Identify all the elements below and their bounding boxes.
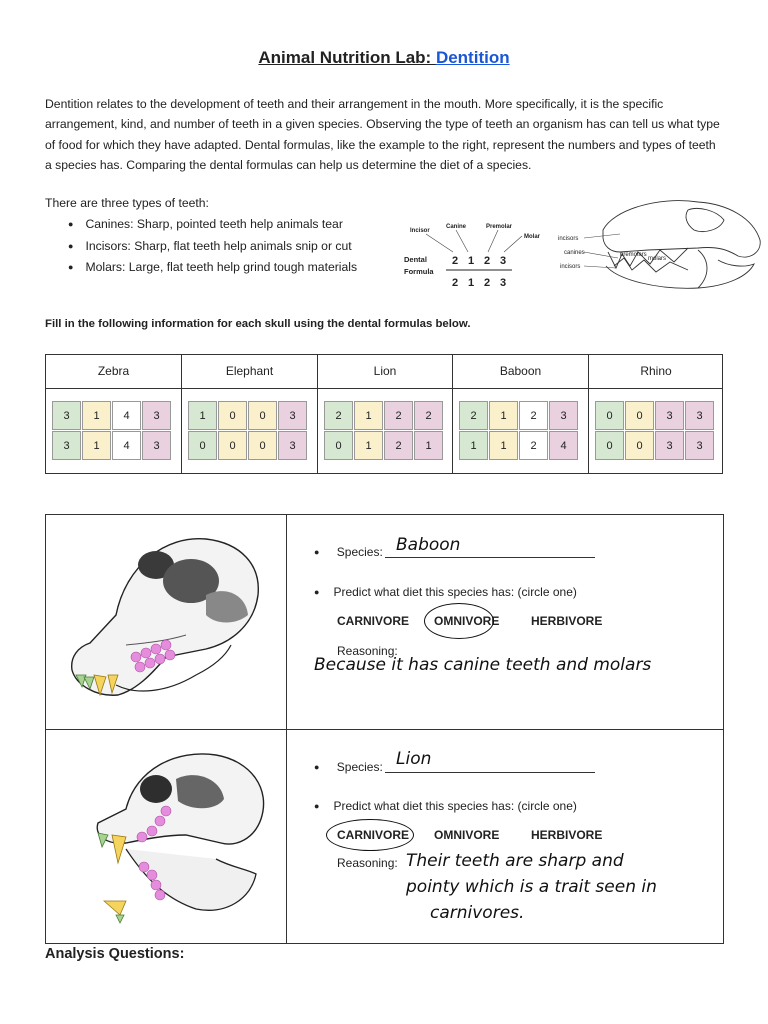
formula-animal-name: Lion — [318, 355, 452, 389]
formula-column-zebra — [46, 355, 182, 473]
diagram-label-dental: Dental — [404, 255, 427, 264]
diagram-label-premolar: Premolar — [486, 224, 513, 230]
formula-cell-premolar: 2 — [384, 431, 413, 460]
intro-paragraph: Dentition relates to the development of teeth and their arrangement in the mouth. More specifically, it is the specific arrangement, kind, and number of teeth in a given species. Observing the type of teeth an organism has can tell us what type of food for which they have adapted. Dental formulas, like the example to the right, represent the numbers and types of teeth a species has. Comparing the dental formulas can help us determine the diet of a species. — [45, 97, 720, 172]
formula-cell-canine: 0 — [625, 401, 654, 430]
formula-grid — [459, 401, 579, 461]
species-prompt-2 — [314, 760, 595, 774]
skull-identification-table — [45, 514, 724, 944]
diagram-upper-2: 2 — [484, 255, 491, 267]
skull-label-molars: molars — [648, 256, 667, 262]
lion-skull-image — [56, 739, 281, 934]
dental-formula-diagram — [398, 190, 768, 302]
formula-column-baboon — [453, 355, 589, 473]
formula-cell-canine: 1 — [354, 401, 383, 430]
formula-cell-canine: 0 — [218, 431, 247, 460]
diagram-upper-3: 3 — [500, 255, 507, 267]
formula-cell-premolar: 3 — [655, 401, 684, 430]
option-herbivore[interactable]: HERBIVORE — [531, 614, 603, 628]
title-prefix: Animal Nutrition Lab: — [258, 48, 436, 67]
formula-cell-incisor: 0 — [595, 431, 624, 460]
formula-cell-canine: 1 — [354, 431, 383, 460]
formula-cell-molar: 3 — [549, 401, 578, 430]
list-item: ● Molars: Large, flat teeth help grind tough materials — [68, 257, 357, 279]
reasoning-answer-2-line-3: carnivores. — [430, 903, 525, 923]
skull-label-incisors-bottom: incisors — [560, 264, 581, 270]
formula-cell-canine: 0 — [625, 431, 654, 460]
formula-grid — [188, 401, 308, 461]
formula-cell-premolar: 4 — [112, 401, 141, 430]
formula-cell-molar: 3 — [278, 431, 307, 460]
diagram-upper-1: 1 — [468, 255, 475, 267]
diagram-lower-1: 1 — [468, 277, 475, 289]
instructions: Fill in the following information for each skull using the dental formulas below. — [45, 318, 471, 330]
formula-animal-name: Baboon — [453, 355, 588, 389]
formula-cell-premolar: 0 — [248, 401, 277, 430]
diagram-lower-3: 3 — [500, 277, 507, 289]
reasoning-label: Reasoning: — [337, 856, 398, 870]
skull-label-incisors-top: incisors — [558, 236, 579, 242]
formula-cell-molar: 3 — [142, 431, 171, 460]
teeth-types-heading: There are three types of teeth: — [45, 196, 209, 210]
formula-cell-incisor: 1 — [459, 431, 488, 460]
dentition-link[interactable]: Dentition — [435, 48, 510, 67]
formula-cell-incisor: 3 — [52, 401, 81, 430]
formula-cell-premolar: 3 — [655, 431, 684, 460]
formula-cell-molar: 3 — [685, 431, 714, 460]
skull-label-canines: canines — [564, 250, 585, 256]
list-item: ● Incisors: Sharp, flat teeth help animals snip or cut — [68, 236, 357, 258]
formula-cell-incisor: 0 — [595, 401, 624, 430]
formula-cell-molar: 3 — [278, 401, 307, 430]
formula-cell-molar: 3 — [142, 401, 171, 430]
formula-cell-premolar: 4 — [112, 431, 141, 460]
answer-circle-omnivore — [424, 603, 494, 639]
formula-cell-premolar: 2 — [519, 431, 548, 460]
diagram-label-molar: Molar — [524, 234, 541, 240]
formula-column-lion — [318, 355, 453, 473]
formula-cell-molar: 4 — [549, 431, 578, 460]
formula-cell-incisor: 3 — [52, 431, 81, 460]
formula-cell-canine: 1 — [82, 431, 111, 460]
formula-cell-molar: 2 — [414, 401, 443, 430]
formula-cell-incisor: 0 — [188, 431, 217, 460]
formula-grid — [52, 401, 172, 461]
diet-prompt-1: ● Predict what diet this species has: (circle one) — [314, 585, 577, 599]
reasoning-answer-2-line-2: pointy which is a trait seen in — [406, 877, 657, 897]
reasoning-label: Reasoning: — [337, 644, 398, 658]
formula-animal-name: Elephant — [182, 355, 317, 389]
formula-cell-incisor: 1 — [188, 401, 217, 430]
diagram-lower-2: 2 — [484, 277, 491, 289]
formula-cell-canine: 1 — [489, 431, 518, 460]
formula-animal-name: Rhino — [589, 355, 723, 389]
formula-cell-premolar: 2 — [384, 401, 413, 430]
formula-cell-incisor: 2 — [459, 401, 488, 430]
formula-cell-canine: 1 — [82, 401, 111, 430]
species-label: Species: — [336, 760, 383, 774]
answer-circle-carnivore — [326, 819, 414, 851]
diagram-label-incisor: Incisor — [410, 228, 430, 234]
diagram-lower-0: 2 — [452, 277, 459, 289]
formula-animal-name: Zebra — [46, 355, 181, 389]
diagram-upper-0: 2 — [452, 255, 459, 267]
formula-cell-canine: 0 — [218, 401, 247, 430]
reasoning-answer-2-line-1: Their teeth are sharp and — [406, 851, 624, 871]
list-item: ● Canines: Sharp, pointed teeth help animals tear — [68, 214, 357, 236]
formula-grid — [324, 401, 444, 461]
analysis-heading: Analysis Questions: — [45, 946, 185, 962]
formula-grid — [595, 401, 715, 461]
formula-cell-incisor: 2 — [324, 401, 353, 430]
dental-formula-table — [45, 354, 723, 474]
option-omnivore[interactable]: OMNIVORE — [434, 828, 500, 842]
diagram-label-canine: Canine — [446, 224, 467, 230]
diagram-label-formula: Formula — [404, 267, 434, 276]
formula-cell-molar: 1 — [414, 431, 443, 460]
option-carnivore[interactable]: CARNIVORE — [337, 614, 410, 628]
option-herbivore[interactable]: HERBIVORE — [531, 828, 603, 842]
formula-cell-molar: 3 — [685, 401, 714, 430]
skull-label-premolars: premolars — [620, 252, 647, 258]
option-carnivore[interactable]: CARNIVORE — [337, 828, 410, 842]
formula-cell-incisor: 0 — [324, 431, 353, 460]
species-answer-2: Lion — [396, 749, 432, 769]
option-omnivore[interactable]: OMNIVORE — [434, 614, 500, 628]
reasoning-answer-1: Because it has canine teeth and molars — [314, 655, 652, 675]
formula-cell-canine: 1 — [489, 401, 518, 430]
carnivore-skull-sketch — [603, 201, 760, 289]
page-title — [0, 48, 768, 68]
baboon-skull-image — [56, 525, 281, 720]
teeth-types-list — [68, 214, 357, 279]
species-label: Species: — [336, 545, 383, 559]
diet-prompt-2: ● Predict what diet this species has: (circle one) — [314, 799, 577, 813]
formula-column-elephant — [182, 355, 318, 473]
formula-cell-premolar: 0 — [248, 431, 277, 460]
species-answer-1: Baboon — [396, 535, 461, 555]
formula-column-rhino — [589, 355, 723, 473]
formula-cell-premolar: 2 — [519, 401, 548, 430]
